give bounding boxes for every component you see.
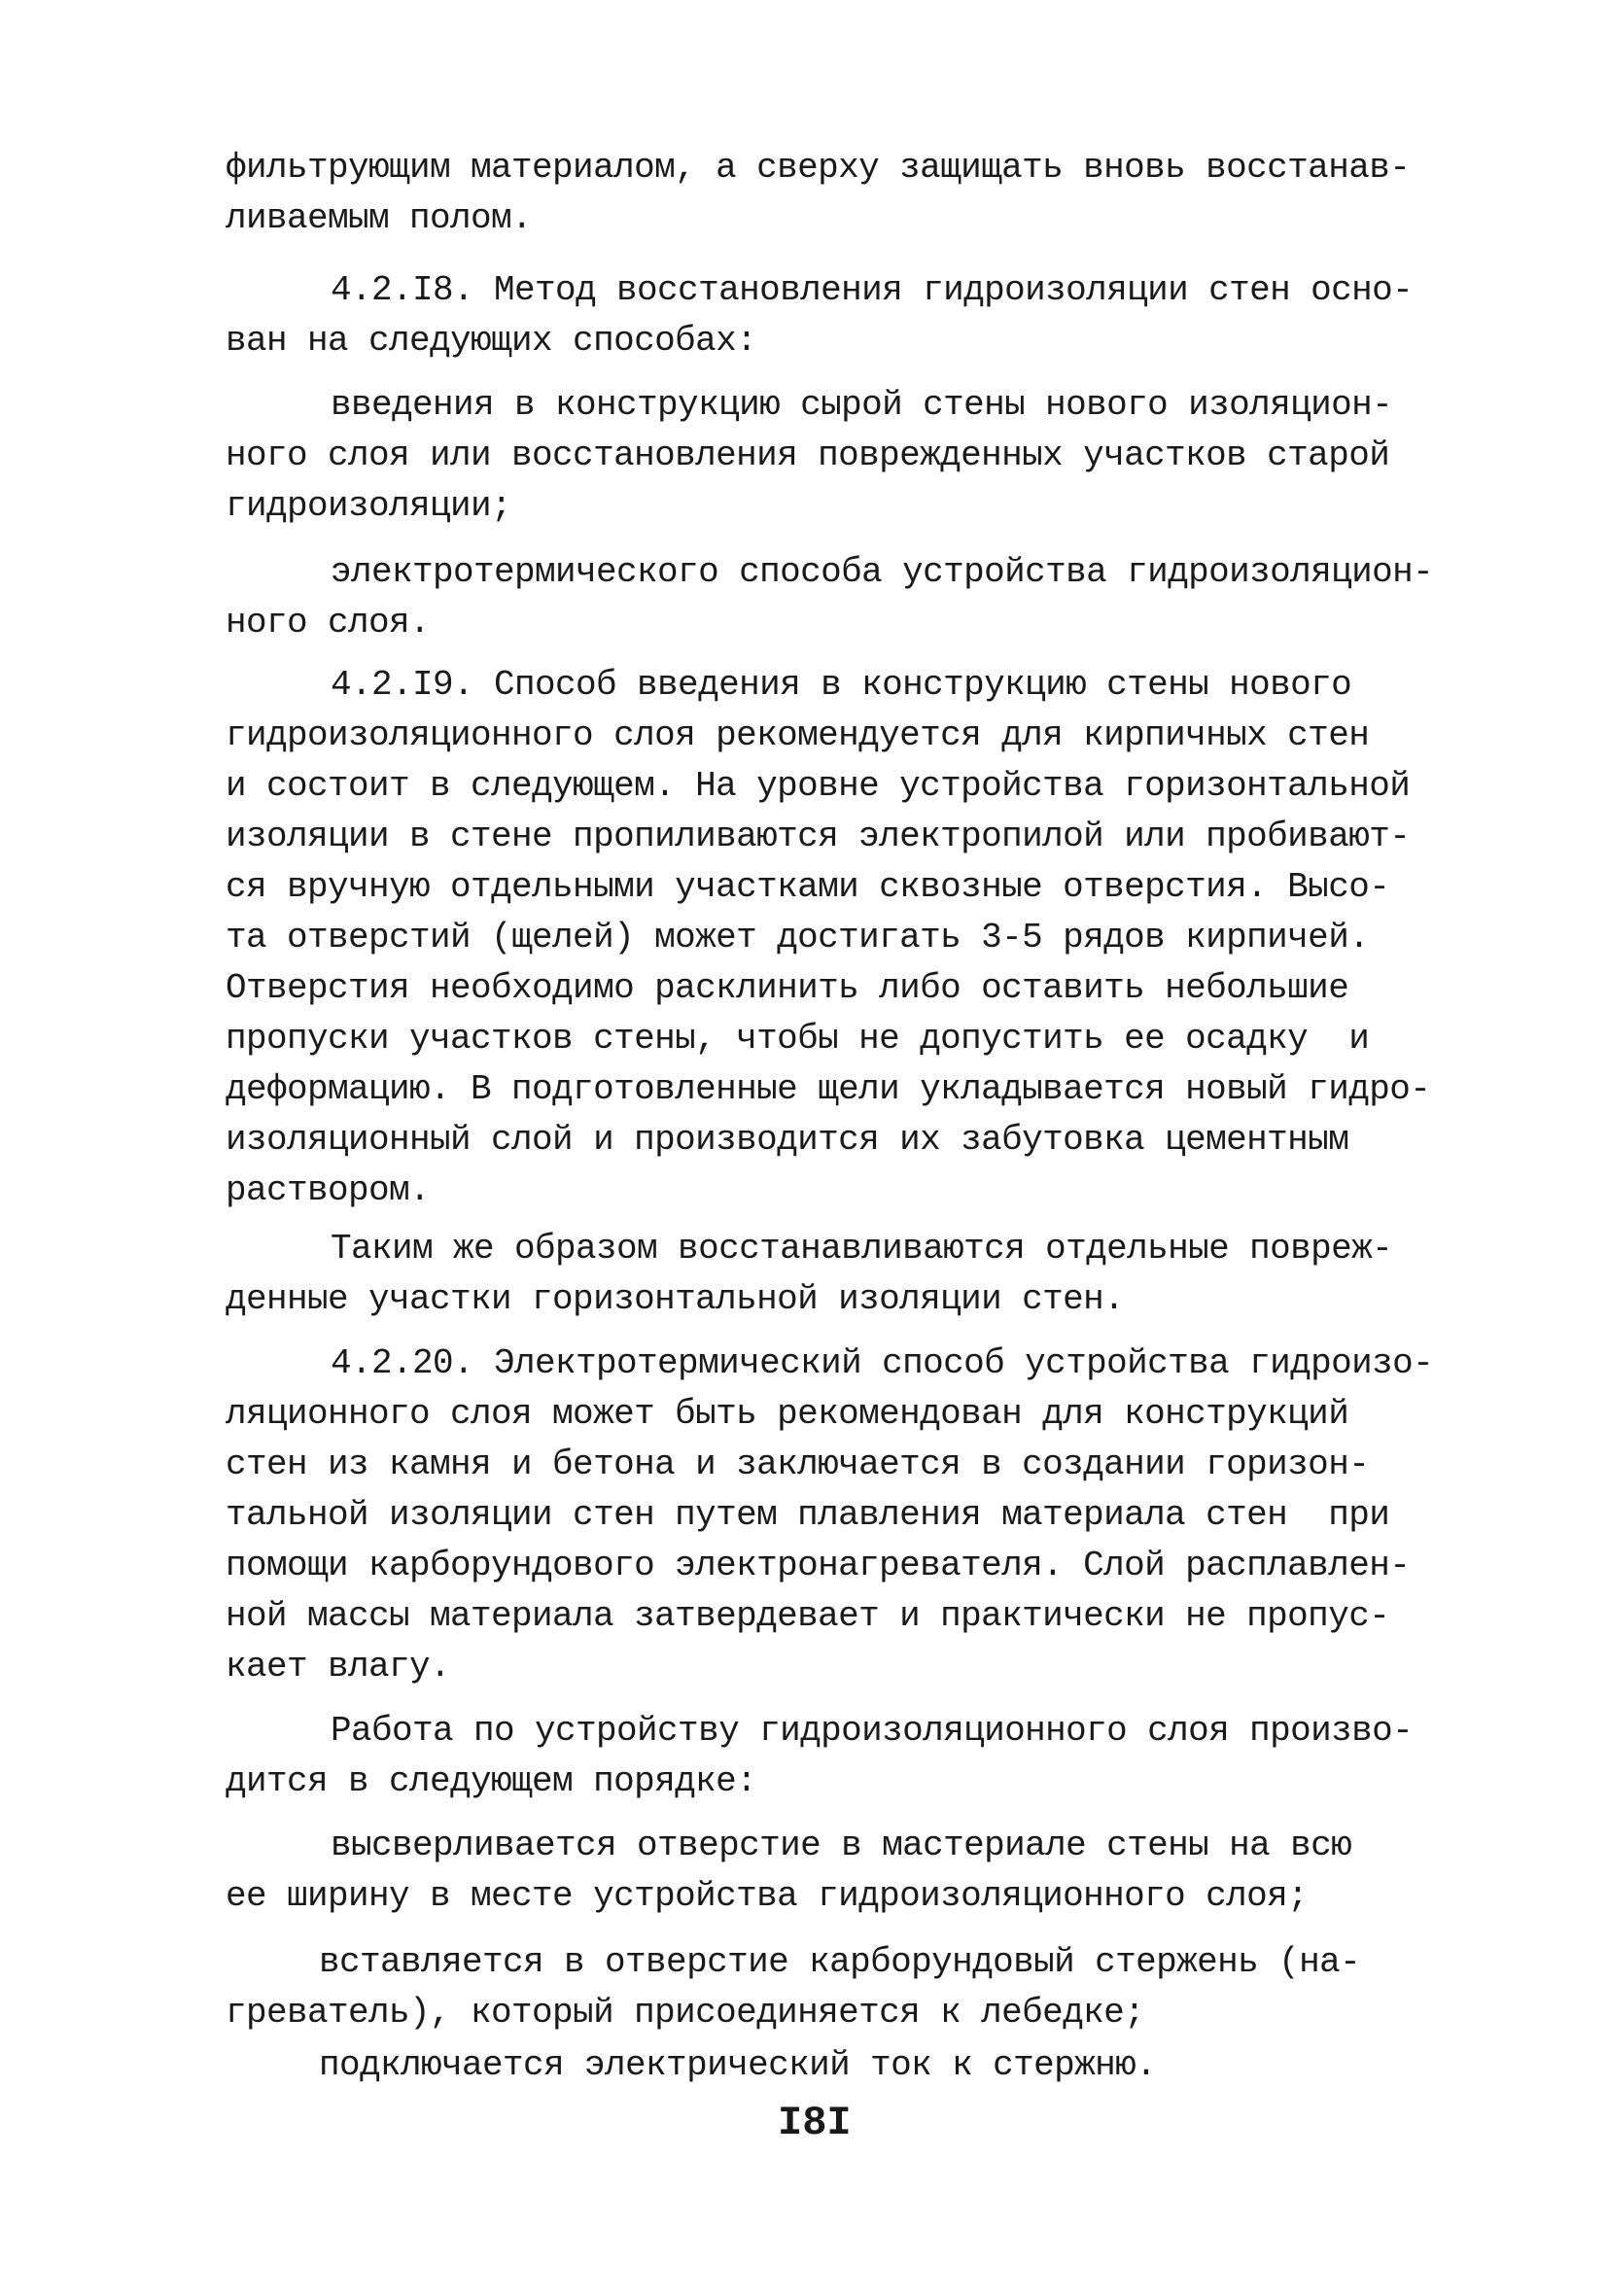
text-line: Отверстия необходимо расклинить либо оставить небольшие <box>226 968 1349 1008</box>
list-item-start: введения в конструкцию сырой стены нового изоляцион- <box>331 385 1393 425</box>
text-line: ного слоя или восстановления поврежденных участков старой <box>226 435 1390 475</box>
text-line: пропуски участков стены, чтобы не допустить ее осадку и <box>226 1019 1370 1059</box>
list-item-start: высверливается отверстие в мастериале стены на всю <box>331 1826 1352 1865</box>
list-item-start: подключается электрический ток к стержню. <box>319 2045 1157 2085</box>
text-line: раствором. <box>226 1170 431 1210</box>
text-line: ее ширину в месте устройства гидроизоляционного слоя; <box>226 1876 1309 1916</box>
text-line: гидроизоляционного слоя рекомендуется для кирпичных стен <box>226 715 1370 755</box>
paragraph-start-4-2-19: 4.2.I9. Способ введения в конструкцию стены нового <box>331 665 1352 705</box>
text-line: стен из камня и бетона и заключается в создании горизон- <box>226 1444 1370 1484</box>
text-line: фильтрующим материалом, а сверху защищать вновь восстанав- <box>226 148 1411 188</box>
page-number: I8I <box>778 2100 852 2146</box>
text-line: ся вручную отдельными участками сквозные отверстия. Высо- <box>226 867 1390 907</box>
text-line: гидроизоляции; <box>226 486 512 526</box>
text-line: ного слоя. <box>226 603 431 643</box>
text-line: денные участки горизонтальной изоляции стен. <box>226 1279 1125 1319</box>
list-item-start: электротермического способа устройства гидроизоляцион- <box>331 552 1434 592</box>
paragraph-start: Таким же образом восстанавливаются отдельные повреж- <box>331 1229 1393 1269</box>
text-line: дится в следующем порядке: <box>226 1761 757 1801</box>
text-line: помощи карборундового электронагревателя. Слой расплавлен- <box>226 1546 1411 1585</box>
text-line: ливаемым полом. <box>226 198 533 238</box>
text-line: ван на следующих способах: <box>226 321 757 361</box>
paragraph-start-4-2-18: 4.2.I8. Метод восстановления гидроизоляции стен осно- <box>331 270 1414 310</box>
text-line: греватель), который присоединяется к лебедке; <box>226 1993 1145 2033</box>
text-line: деформацию. В подготовленные щели укладывается новый гидро- <box>226 1069 1431 1109</box>
text-line: тальной изоляции стен путем плавления материала стен при <box>226 1495 1390 1535</box>
paragraph-start-4-2-20: 4.2.20. Электротермический способ устройства гидроизо- <box>331 1343 1434 1383</box>
paragraph-start: Работа по устройству гидроизоляционного слоя произво- <box>331 1711 1414 1751</box>
text-line: кает влагу. <box>226 1647 451 1687</box>
text-line: ной массы материала затвердевает и практически не пропус- <box>226 1596 1390 1636</box>
text-line: изоляции в стене пропиливаются электропилой или пробивают- <box>226 817 1411 856</box>
text-line: ляционного слоя может быть рекомендован для конструкций <box>226 1394 1349 1434</box>
text-line: изоляционный слой и производится их забутовка цементным <box>226 1120 1349 1160</box>
text-line: та отверстий (щелей) может достигать 3-5 рядов кирпичей. <box>226 918 1370 957</box>
list-item-start: вставляется в отверстие карборундовый стержень (на- <box>319 1942 1361 1982</box>
text-line: и состоит в следующем. На уровне устройства горизонтальной <box>226 766 1411 806</box>
